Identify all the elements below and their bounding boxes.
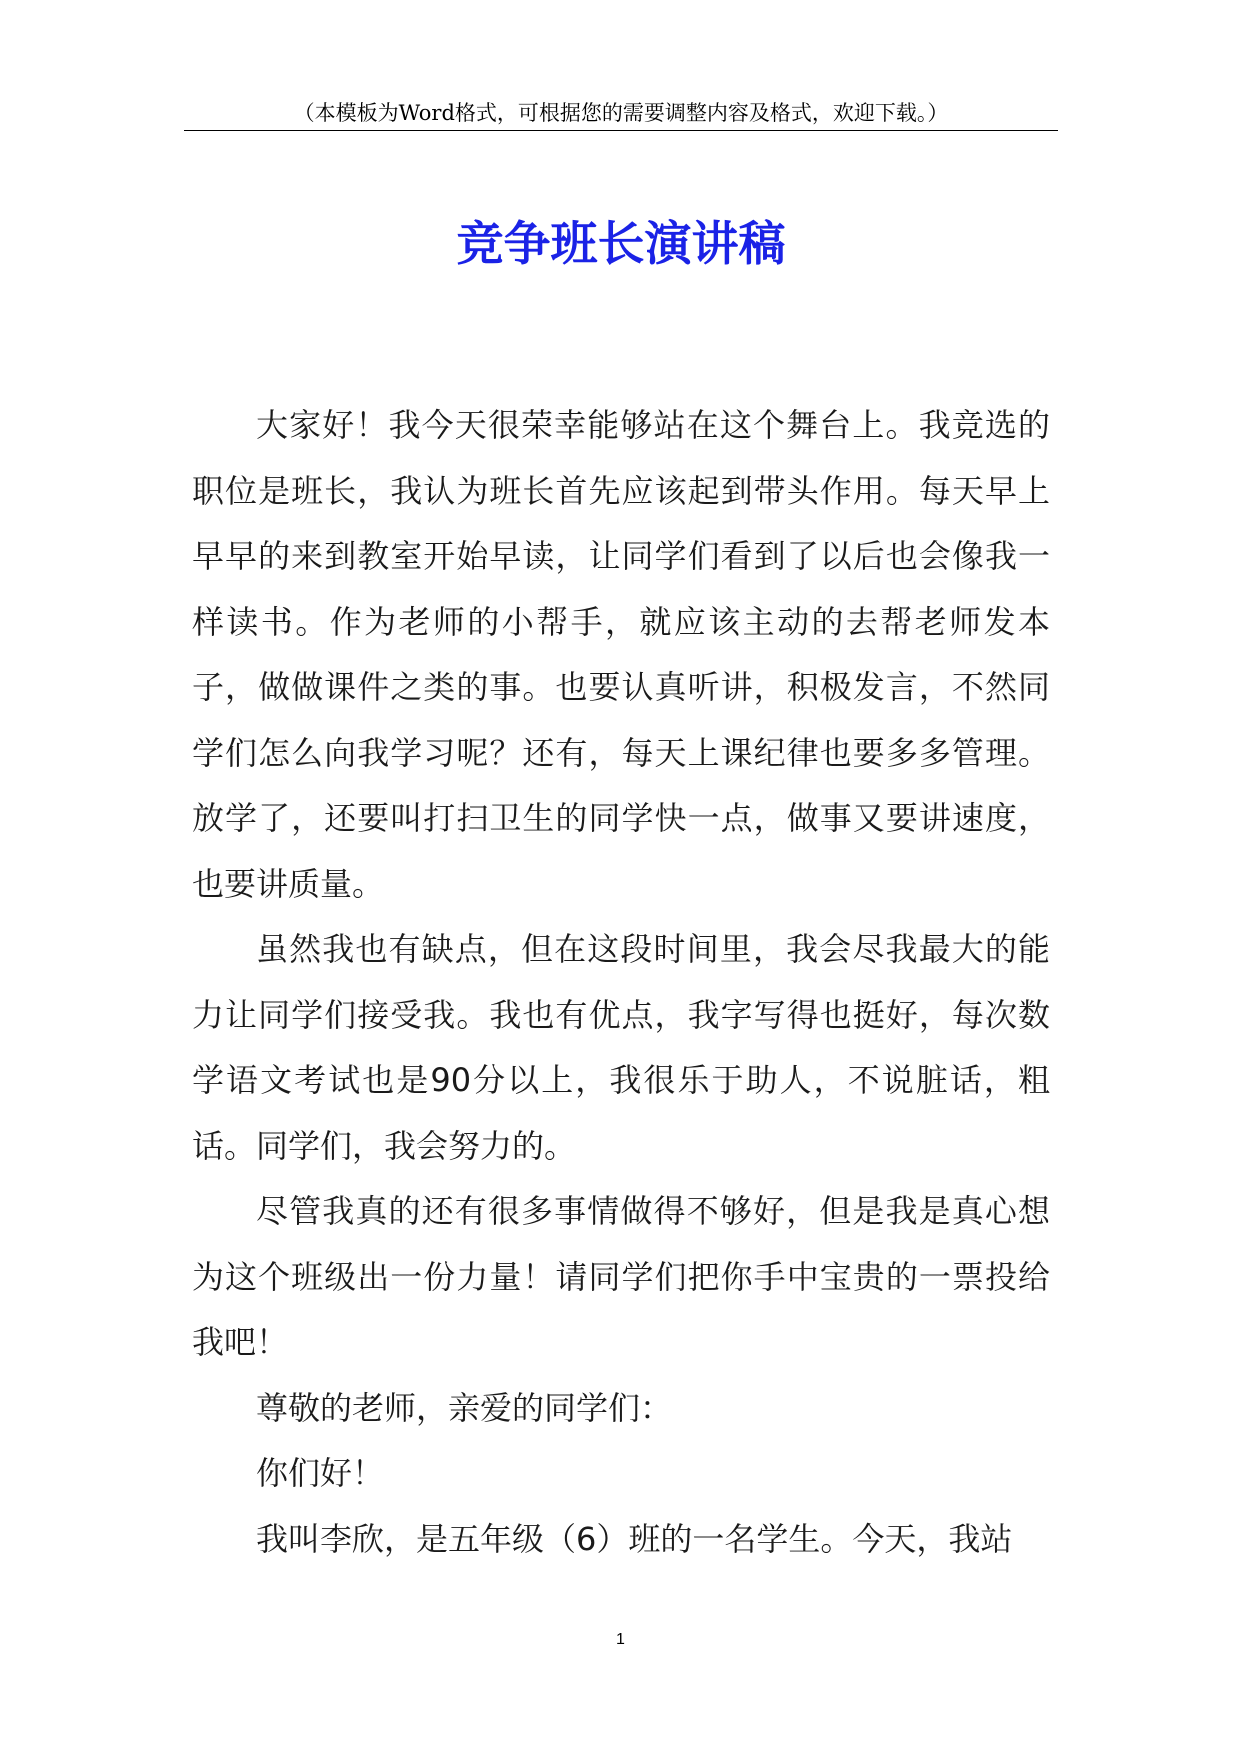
header-note: （本模板为Word格式，可根据您的需要调整内容及格式，欢迎下载。） (293, 101, 949, 125)
document-title: 竞争班长演讲稿 (456, 217, 786, 272)
page-number: 1 (616, 1631, 625, 1648)
body-paragraph: 大家好！我今天很荣幸能够站在这个舞台上。我竞选的职位是班长，我认为班长首先应该起到带头作用。每天早上早早的来到教室开始早读，让同学们看到了以后也会像我一样读书。作为老师的小帮手，就应该主动的去帮老师发本子，做做课件之类的事。也要认真听讲，积极发言，不然同学们怎么向我学习呢？还有，每天上课纪律也要多多管理。放学了，还要叫打扫卫生的同学快一点，做事又要讲速度，也要讲质量。 (192, 406, 1050, 903)
header-divider (184, 130, 1058, 131)
body-paragraph: 我叫李欣，是五年级（6）班的一名学生。今天，我站 (256, 1519, 1013, 1558)
document-body (192, 393, 1050, 1572)
body-paragraph: 你们好！ (256, 1454, 385, 1492)
body-paragraph: 尽管我真的还有很多事情做得不够好，但是我是真心想为这个班级出一份力量！请同学们把你手中宝贵的一票投给我吧！ (192, 1192, 1050, 1361)
body-paragraph: 虽然我也有缺点，但在这段时间里，我会尽我最大的能力让同学们接受我。我也有优点，我字写得也挺好，每次数学语文考试也是90分以上，我很乐于助人，不说脏话，粗话。同学们，我会努力的。 (192, 930, 1050, 1165)
body-paragraph: 尊敬的老师，亲爱的同学们： (256, 1388, 673, 1427)
